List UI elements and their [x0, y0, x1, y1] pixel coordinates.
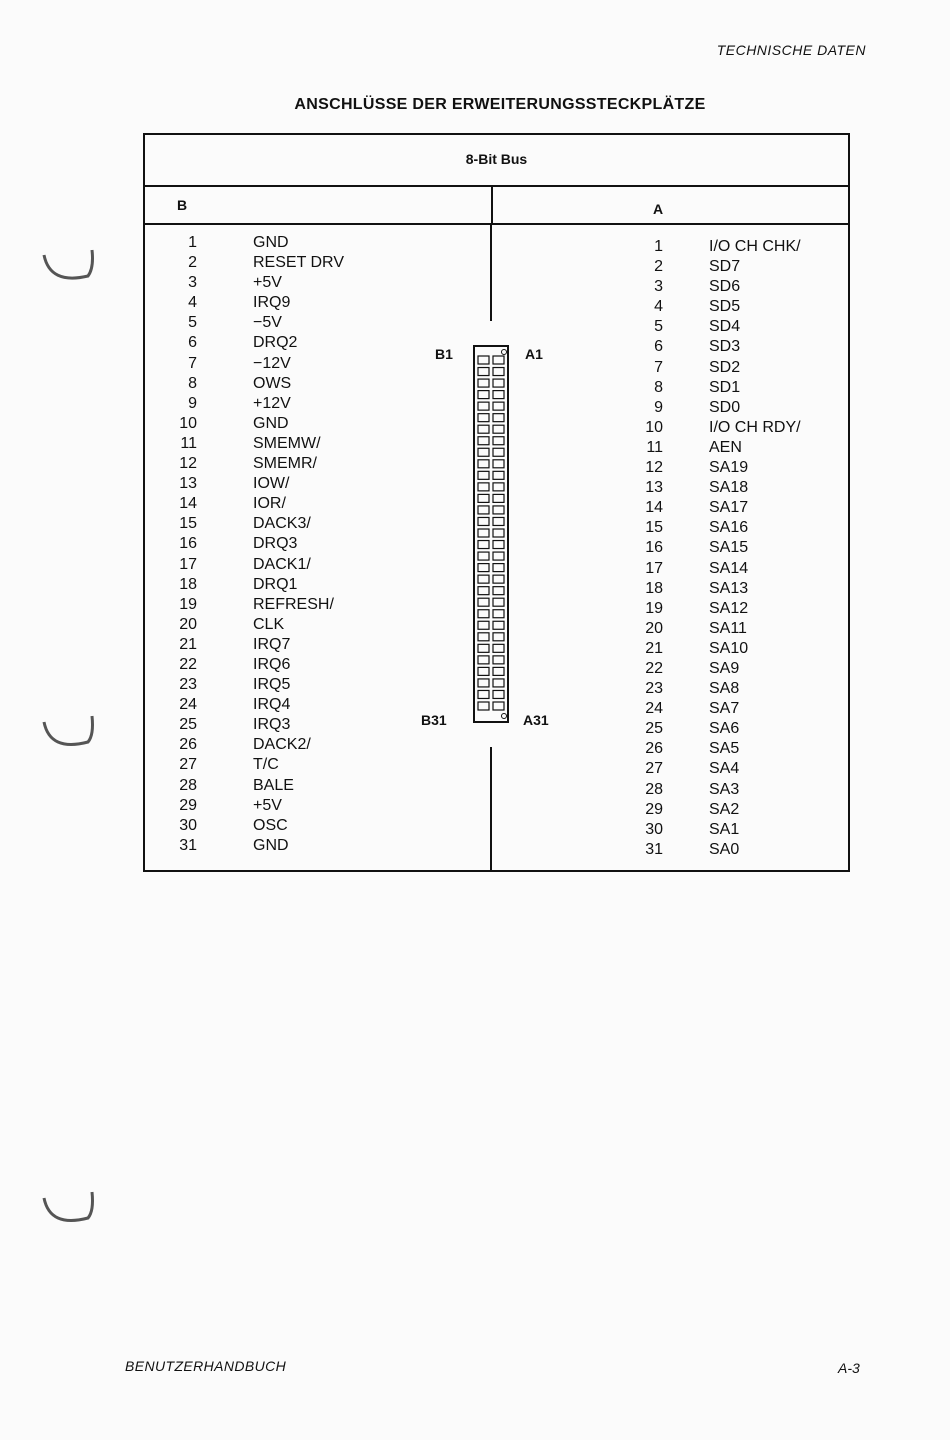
pin-signal: DACK3/	[253, 515, 311, 533]
pin-signal: SD3	[709, 338, 741, 356]
pin-number: 26	[645, 740, 663, 758]
pin-signal: I/O CH RDY/	[709, 418, 801, 436]
pin-signal: SD7	[709, 258, 741, 276]
side-b-heading	[145, 187, 491, 225]
pin-number: 15	[179, 515, 197, 533]
pin-signal: SA7	[709, 700, 740, 718]
pin-signal: SA18	[709, 479, 749, 497]
pin-number: 25	[645, 720, 663, 738]
pin-number: 5	[654, 318, 663, 336]
pin-number: 24	[645, 700, 663, 718]
running-header: TECHNISCHE DATEN	[716, 42, 866, 58]
pin-signal: SA11	[709, 619, 747, 637]
label-b31: B31	[421, 712, 447, 728]
pin-number: 12	[179, 455, 197, 473]
pin-number: 17	[645, 559, 663, 577]
pin-signal: DRQ2	[253, 334, 298, 352]
pin-number: 3	[654, 278, 663, 296]
pin-signal: IOR/	[253, 495, 286, 513]
pin-number: 16	[179, 535, 197, 553]
pin-number: 18	[645, 579, 663, 597]
column-divider-upper	[490, 225, 492, 321]
pin-number: 4	[654, 298, 663, 316]
pin-signal: SA14	[709, 559, 749, 577]
pin-signal: IRQ3	[253, 716, 291, 734]
pin-number: 26	[179, 736, 197, 754]
pin-number: 10	[645, 418, 663, 436]
pin-signal: DRQ1	[253, 575, 298, 593]
pin-number: 1	[188, 234, 197, 251]
pin-signal: BALE	[253, 776, 294, 794]
pin-signal: +5V	[253, 274, 282, 292]
pin-number: 4	[188, 294, 197, 312]
pin-signal: SD2	[709, 358, 741, 376]
page-number: A-3	[838, 1360, 860, 1376]
pin-number: 20	[179, 615, 197, 633]
pin-signal: +12V	[253, 394, 291, 412]
pin-signal: +5V	[253, 796, 282, 814]
pin-number: 29	[179, 796, 197, 814]
pin-number: 9	[654, 398, 663, 416]
pin-signal: SD6	[709, 278, 741, 296]
pin-number: 11	[646, 438, 663, 456]
pin-signal: GND	[253, 414, 289, 432]
pin-number: 2	[188, 254, 197, 272]
pin-number: 28	[179, 776, 197, 794]
pin-signal: SA12	[709, 599, 749, 617]
pin-signal: SA4	[709, 760, 740, 778]
pin-number: 25	[179, 716, 197, 734]
pin-signal: −5V	[253, 314, 282, 332]
pin-signal: SD5	[709, 298, 741, 316]
pin-signal: SA3	[709, 780, 740, 798]
pin-signal: SD0	[709, 398, 741, 416]
pin-number: 31	[179, 836, 197, 854]
pin-signal: CLK	[253, 615, 285, 633]
pin-signal: IRQ7	[253, 635, 291, 653]
pin-number: 14	[645, 499, 663, 517]
pin-signal: SD1	[709, 378, 741, 396]
binder-hole-mark	[44, 250, 93, 278]
pin-signal: RESET DRV	[253, 254, 344, 272]
pin-number: 27	[645, 760, 663, 778]
pin-number: 30	[179, 816, 197, 834]
column-divider-lower	[490, 747, 492, 872]
pin-number: 9	[188, 394, 197, 412]
pin-number: 22	[645, 659, 663, 677]
label-b1: B1	[435, 346, 453, 362]
pin-signal: SMEMR/	[253, 455, 317, 473]
pin-signal: SA17	[709, 499, 749, 517]
pin-signal: SA10	[709, 639, 749, 657]
side-b-heading-label: B	[177, 197, 188, 213]
pin-signal: SA9	[709, 659, 740, 677]
pin-number: 10	[179, 414, 197, 432]
pin-number: 28	[645, 780, 663, 798]
pin-signal: OSC	[253, 816, 288, 834]
pin-number: 12	[645, 459, 663, 477]
pin-signal: GND	[253, 234, 289, 251]
pin-signal: SA19	[709, 459, 749, 477]
pin-number: 8	[188, 374, 197, 392]
pin-signal: SA6	[709, 720, 740, 738]
pin-number: 2	[654, 258, 663, 276]
pin-signal: SA0	[709, 840, 740, 858]
pin-number: 31	[645, 840, 663, 858]
pin-number: 24	[179, 696, 197, 714]
pin-signal: SA2	[709, 800, 740, 818]
binder-hole-mark	[44, 716, 93, 745]
pin-number: 18	[179, 575, 197, 593]
pin-signal: REFRESH/	[253, 595, 334, 613]
pin-signal: SD4	[709, 318, 741, 336]
pin-signal: GND	[253, 836, 289, 854]
pin-number: 13	[179, 475, 197, 493]
pin-number: 16	[645, 539, 663, 557]
label-a1: A1	[525, 346, 543, 362]
pin-signal: IRQ9	[253, 294, 291, 312]
pin-number: 1	[654, 238, 663, 255]
pin-number: 11	[180, 434, 197, 452]
pin-signal: IRQ6	[253, 655, 291, 673]
side-a-heading	[491, 187, 848, 225]
pin-number: 14	[179, 495, 197, 513]
pin-number: 17	[179, 555, 197, 573]
pin-signal: SA1	[709, 820, 740, 838]
pin-signal: I/O CH CHK/	[709, 238, 801, 255]
pin-signal: −12V	[253, 354, 291, 372]
pin-number: 6	[188, 334, 197, 352]
side-a-heading-label: A	[653, 201, 664, 217]
pin-assignment-table	[143, 133, 850, 872]
label-a31: A31	[523, 712, 549, 728]
page-title: ANSCHLÜSSE DER ERWEITERUNGSSTECKPLÄTZE	[294, 96, 706, 113]
pin-number: 30	[645, 820, 663, 838]
footer-left: BENUTZERHANDBUCH	[125, 1358, 287, 1374]
pin-signal: AEN	[709, 438, 742, 456]
pin-number: 7	[654, 358, 663, 376]
pin-signal: DRQ3	[253, 535, 298, 553]
pin-signal: SA8	[709, 680, 740, 698]
pin-signal: IOW/	[253, 475, 290, 493]
pin-number: 20	[645, 619, 663, 637]
pin-signal: SMEMW/	[253, 434, 321, 452]
pin-number: 22	[179, 655, 197, 673]
binder-hole-mark	[44, 1192, 93, 1221]
pin-number: 13	[645, 479, 663, 497]
pin-signal: SA16	[709, 519, 749, 537]
pin-number: 7	[188, 354, 197, 372]
bus-title: 8-Bit Bus	[145, 135, 848, 187]
edge-connector-diagram	[468, 342, 514, 726]
pin-number: 5	[188, 314, 197, 332]
pin-number: 6	[654, 338, 663, 356]
pin-number: 3	[188, 274, 197, 292]
pin-number: 21	[179, 635, 197, 653]
pin-signal: T/C	[253, 756, 279, 774]
pin-number: 27	[179, 756, 197, 774]
pin-signal: OWS	[253, 374, 292, 392]
pin-number: 19	[179, 595, 197, 613]
pin-number: 15	[645, 519, 663, 537]
pin-number: 21	[645, 639, 663, 657]
binder-hole-marks	[0, 0, 120, 1440]
pin-number: 19	[645, 599, 663, 617]
pin-signal: DACK2/	[253, 736, 311, 754]
pin-number: 29	[645, 800, 663, 818]
pin-number: 8	[654, 378, 663, 396]
pin-signal: SA5	[709, 740, 740, 758]
pin-number: 23	[179, 676, 197, 694]
pin-signal: IRQ5	[253, 676, 291, 694]
pin-signal: SA13	[709, 579, 749, 597]
pin-signal: DACK1/	[253, 555, 311, 573]
pin-signal: SA15	[709, 539, 749, 557]
pin-signal: IRQ4	[253, 696, 291, 714]
pin-number: 23	[645, 680, 663, 698]
